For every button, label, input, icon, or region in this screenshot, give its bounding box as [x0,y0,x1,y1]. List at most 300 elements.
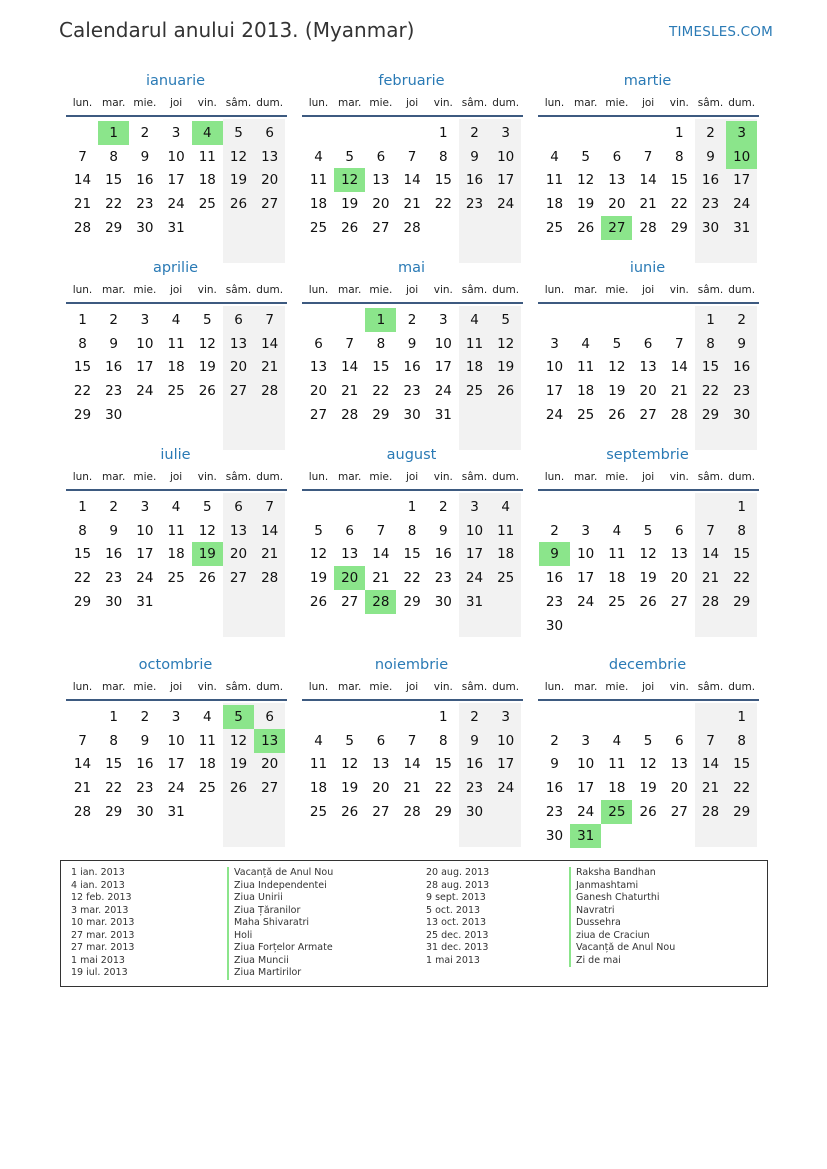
weekday-header: vin. [669,97,689,109]
month-divider [66,699,287,701]
day-cell: 26 [229,780,248,797]
holiday-day-cell: 28 [365,590,396,614]
month-divider [66,489,287,491]
day-cell: 16 [105,546,123,563]
month-divider [66,115,287,117]
day-cell: 3 [140,312,150,328]
day-cell: 2 [109,312,118,328]
day-cell: 9 [737,335,746,352]
day-cell: 29 [73,593,92,610]
weekday-header: vin. [433,284,453,296]
weekday-header: mar. [102,284,126,296]
weekday-header: sâm. [697,471,724,483]
legend-holiday-name: Ziua Independentei [227,880,333,893]
weekday-header: sâm. [461,471,488,483]
day-cell: 20 [309,383,328,400]
day-cell: 31 [434,406,452,423]
day-cell: 8 [675,148,684,165]
weekday-header: mar. [574,284,598,296]
day-cell: 1 [439,709,448,725]
day-cell: 21 [639,196,657,213]
legend-names-col1 [227,867,333,980]
day-cell: 10 [136,335,154,352]
weekday-header: mie. [133,681,157,693]
day-cell: 1 [737,709,746,725]
day-cell: 10 [545,359,564,376]
day-cell: 14 [341,359,359,376]
day-cell: 26 [639,593,657,610]
weekday-header: joi [641,681,655,693]
weekday-header: sâm. [225,681,252,693]
legend-holiday-name: Dussehra [569,917,675,930]
holiday-day-cell: 20 [334,566,365,590]
day-cell: 7 [407,732,417,749]
day-cell: 15 [701,359,720,376]
legend-holiday-name: Zi de mai [569,955,675,968]
legend-date: 3 mar. 2013 [71,904,129,916]
holiday-legend [60,860,768,987]
weekday-header: mar. [102,97,126,109]
weekday-header: dum. [728,471,756,483]
day-cell: 24 [577,593,595,610]
day-cell: 7 [265,499,274,515]
day-cell: 19 [497,359,515,376]
weekday-header: joi [169,681,183,693]
day-cell: 23 [105,570,123,587]
day-cell: 24 [434,383,452,400]
day-cell: 18 [497,546,515,563]
day-cell: 26 [639,803,657,820]
weekday-header: mar. [338,97,362,109]
legend-date: 20 aug. 2013 [426,867,490,878]
day-cell: 24 [497,780,515,797]
legend-date: 1 mai 2013 [426,954,480,966]
legend-date: 19 iul. 2013 [71,967,128,978]
day-cell: 29 [73,406,92,423]
weekday-header: sâm. [697,284,724,296]
day-cell: 13 [608,172,626,189]
holiday-day-cell: 27 [601,216,632,240]
day-cell: 13 [372,756,390,773]
day-cell: 5 [234,125,243,141]
day-cell: 18 [577,383,595,400]
day-cell: 15 [434,172,452,189]
day-cell: 28 [341,406,359,423]
day-cell: 25 [167,570,185,587]
day-cell: 13 [309,359,328,376]
day-cell: 22 [105,196,123,213]
day-cell: 12 [577,172,595,189]
day-cell: 30 [545,617,564,634]
day-cell: 6 [376,732,386,749]
day-cell: 9 [439,522,448,539]
day-cell: 5 [203,499,212,515]
day-cell: 15 [733,756,751,773]
day-cell: 11 [167,522,185,539]
day-cell: 1 [675,125,684,141]
day-cell: 17 [434,359,452,376]
day-cell: 13 [670,546,688,563]
day-cell: 11 [198,148,216,165]
day-cell: 31 [167,219,185,236]
legend-date: 5 oct. 2013 [426,904,481,916]
day-cell: 12 [639,756,657,773]
day-cell: 1 [407,499,417,515]
day-cell: 22 [733,570,751,587]
day-cell: 13 [261,148,279,165]
day-cell: 21 [341,383,359,400]
day-cell: 2 [140,709,150,725]
day-cell: 30 [136,803,154,820]
day-cell: 17 [167,172,185,189]
month-divider [302,302,523,304]
weekday-header: dum. [256,284,284,296]
day-cell: 27 [639,406,657,423]
weekday-header: mar. [102,681,126,693]
weekday-header: lun. [544,97,565,109]
day-cell: 10 [577,546,595,563]
day-cell: 26 [341,219,359,236]
page-title: Calendarul anului 2013. (Myanmar) [59,18,415,42]
day-cell: 13 [341,546,359,563]
day-cell: 22 [434,780,452,797]
weekday-header: mie. [133,97,157,109]
legend-holiday-name: Navratri [569,905,675,918]
month-divider [302,699,523,701]
day-cell: 28 [639,219,657,236]
day-cell: 9 [407,335,417,352]
day-cell: 14 [403,756,421,773]
day-cell: 29 [105,219,123,236]
day-cell: 7 [265,312,274,328]
day-cell: 24 [465,570,484,587]
day-cell: 2 [706,125,715,141]
weekday-header: mar. [574,97,598,109]
day-cell: 17 [136,359,154,376]
day-cell: 23 [136,780,154,797]
legend-date: 9 sept. 2013 [426,892,486,903]
day-cell: 22 [403,570,421,587]
day-cell: 9 [550,756,559,773]
brand-link[interactable]: TIMESLES.COM [669,24,773,40]
day-cell: 10 [577,756,595,773]
day-cell: 8 [439,732,448,749]
month-name: aprilie [152,260,199,276]
legend-date: 13 oct. 2013 [426,917,487,928]
day-cell: 26 [341,803,359,820]
day-cell: 21 [261,546,279,563]
weekday-header: dum. [256,681,284,693]
day-cell: 3 [501,125,510,141]
day-cell: 25 [465,383,484,400]
day-cell: 28 [403,803,421,820]
day-cell: 27 [309,406,328,423]
day-cell: 21 [372,570,390,587]
day-cell: 10 [497,148,515,165]
day-cell: 25 [309,219,328,236]
month-name: decembrie [608,657,687,673]
legend-date: 27 mar. 2013 [71,942,135,953]
day-cell: 15 [372,359,390,376]
day-cell: 19 [608,383,626,400]
weekday-header: lun. [308,681,329,693]
day-cell: 5 [345,732,354,749]
day-cell: 12 [229,732,248,749]
day-cell: 25 [608,593,626,610]
weekday-header: mar. [102,471,126,483]
holiday-day-cell: 19 [192,542,223,566]
day-cell: 15 [73,359,92,376]
day-cell: 4 [612,732,622,749]
day-cell: 17 [577,780,595,797]
weekday-header: vin. [669,284,689,296]
weekday-header: joi [169,97,183,109]
day-cell: 28 [261,383,279,400]
day-cell: 18 [198,756,216,773]
day-cell: 24 [136,570,154,587]
day-cell: 13 [670,756,688,773]
weekday-header: mie. [605,681,629,693]
day-cell: 21 [403,780,421,797]
weekday-header: lun. [544,471,565,483]
day-cell: 20 [261,172,279,189]
day-cell: 21 [670,383,688,400]
weekday-header: sâm. [225,471,252,483]
legend-date: 12 feb. 2013 [71,892,132,903]
day-cell: 14 [670,359,688,376]
weekday-header: mie. [605,284,629,296]
day-cell: 29 [733,803,751,820]
weekday-header: vin. [197,471,217,483]
day-cell: 17 [733,172,751,189]
day-cell: 14 [372,546,390,563]
day-cell: 15 [434,756,452,773]
month-name: iunie [629,260,666,276]
day-cell: 29 [733,593,751,610]
weekday-header: vin. [669,471,689,483]
day-cell: 27 [341,593,359,610]
day-cell: 11 [198,732,216,749]
day-cell: 2 [550,522,559,539]
day-cell: 13 [229,522,248,539]
month-divider [302,489,523,491]
weekday-header: vin. [197,284,217,296]
day-cell: 23 [105,383,123,400]
legend-holiday-name: Janmashtami [569,880,675,893]
weekday-header: lun. [308,471,329,483]
day-cell: 27 [261,780,279,797]
day-cell: 27 [670,803,688,820]
month-name: martie [623,73,672,89]
day-cell: 28 [670,406,688,423]
holiday-day-cell: 12 [334,168,365,192]
day-cell: 23 [545,593,564,610]
day-cell: 2 [109,499,118,515]
day-cell: 8 [407,522,417,539]
day-cell: 22 [372,383,390,400]
day-cell: 7 [643,148,653,165]
day-cell: 29 [701,406,720,423]
day-cell: 26 [577,219,595,236]
day-cell: 19 [341,780,359,797]
month-name: noiembrie [374,657,449,673]
day-cell: 7 [376,522,386,539]
day-cell: 20 [261,756,279,773]
day-cell: 16 [403,359,421,376]
weekday-header: mar. [338,471,362,483]
day-cell: 19 [229,172,248,189]
day-cell: 25 [577,406,595,423]
day-cell: 8 [109,732,118,749]
month-divider [538,699,759,701]
weekday-header: dum. [492,97,520,109]
day-cell: 30 [105,593,123,610]
day-cell: 16 [136,172,154,189]
day-cell: 11 [167,335,185,352]
day-cell: 30 [701,219,720,236]
day-cell: 23 [465,780,484,797]
weekday-header: joi [169,284,183,296]
day-cell: 9 [470,732,479,749]
day-cell: 29 [434,803,452,820]
weekday-header: mie. [605,97,629,109]
day-cell: 28 [701,593,720,610]
weekday-header: lun. [544,681,565,693]
day-cell: 2 [470,125,479,141]
day-cell: 21 [701,780,720,797]
day-cell: 9 [140,732,150,749]
day-cell: 14 [639,172,657,189]
legend-date: 4 ian. 2013 [71,879,125,891]
day-cell: 1 [78,312,87,328]
month-name: septembrie [606,447,689,463]
day-cell: 24 [136,383,154,400]
day-cell: 25 [545,219,564,236]
day-cell: 6 [345,522,354,539]
day-cell: 6 [314,335,323,352]
legend-holiday-name: Ziua Muncii [227,955,333,968]
day-cell: 30 [105,406,123,423]
day-cell: 8 [737,732,746,749]
day-cell: 11 [545,172,564,189]
day-cell: 6 [612,148,622,165]
day-cell: 14 [261,335,279,352]
month-divider [538,489,759,491]
month-name: mai [397,260,426,276]
weekday-header: lun. [544,284,565,296]
day-cell: 31 [465,593,484,610]
month-name: octombrie [138,657,213,673]
day-cell: 4 [612,522,622,539]
day-cell: 8 [737,522,746,539]
legend-holiday-name: Ziua Unirii [227,892,333,905]
day-cell: 23 [136,196,154,213]
day-cell: 25 [198,780,216,797]
day-cell: 29 [403,593,421,610]
day-cell: 12 [341,756,359,773]
day-cell: 8 [78,335,87,352]
weekday-header: mie. [369,284,393,296]
day-cell: 14 [261,522,279,539]
day-cell: 22 [105,780,123,797]
day-cell: 12 [198,522,216,539]
day-cell: 29 [105,803,123,820]
day-cell: 20 [229,359,248,376]
day-cell: 19 [639,780,657,797]
day-cell: 26 [198,383,216,400]
day-cell: 16 [465,172,484,189]
day-cell: 17 [497,756,515,773]
day-cell: 28 [701,803,720,820]
day-cell: 25 [167,383,185,400]
weekday-header: dum. [492,471,520,483]
legend-holiday-name: Raksha Bandhan [569,867,675,880]
day-cell: 6 [675,732,684,749]
day-cell: 22 [73,383,92,400]
day-cell: 17 [497,172,515,189]
day-cell: 1 [109,709,118,725]
day-cell: 24 [545,406,564,423]
day-cell: 7 [407,148,417,165]
weekday-header: vin. [433,681,453,693]
day-cell: 18 [167,359,185,376]
weekday-header: lun. [72,471,93,483]
day-cell: 8 [439,148,448,165]
day-cell: 24 [497,196,515,213]
day-cell: 27 [229,570,248,587]
day-cell: 10 [167,732,185,749]
day-cell: 14 [701,756,720,773]
day-cell: 31 [136,593,154,610]
day-cell: 29 [670,219,688,236]
legend-holiday-name: Vacanță de Anul Nou [227,867,333,880]
day-cell: 19 [229,756,248,773]
holiday-day-cell: 9 [539,542,570,566]
day-cell: 1 [706,312,715,328]
holiday-day-cell: 3 [726,121,757,145]
weekday-header: dum. [728,681,756,693]
day-cell: 9 [140,148,150,165]
legend-holiday-name: ziua de Craciun [569,930,675,943]
day-cell: 14 [73,172,92,189]
weekday-header: dum. [728,97,756,109]
day-cell: 30 [465,803,484,820]
day-cell: 4 [171,312,181,328]
weekday-header: dum. [728,284,756,296]
day-cell: 20 [372,780,390,797]
day-cell: 10 [136,522,154,539]
day-cell: 6 [643,335,653,352]
day-cell: 23 [545,803,564,820]
day-cell: 2 [737,312,746,328]
day-cell: 3 [171,125,181,141]
weekday-header: dum. [492,284,520,296]
weekday-header: joi [641,284,655,296]
weekday-header: sâm. [697,97,724,109]
day-cell: 23 [403,383,421,400]
day-cell: 9 [109,335,118,352]
day-cell: 18 [309,196,328,213]
day-cell: 20 [229,546,248,563]
day-cell: 15 [733,546,751,563]
day-cell: 8 [109,148,118,165]
weekday-header: dum. [492,681,520,693]
day-cell: 3 [581,522,590,539]
day-cell: 5 [643,732,653,749]
day-cell: 16 [434,546,452,563]
weekday-header: sâm. [461,681,488,693]
day-cell: 8 [78,522,87,539]
